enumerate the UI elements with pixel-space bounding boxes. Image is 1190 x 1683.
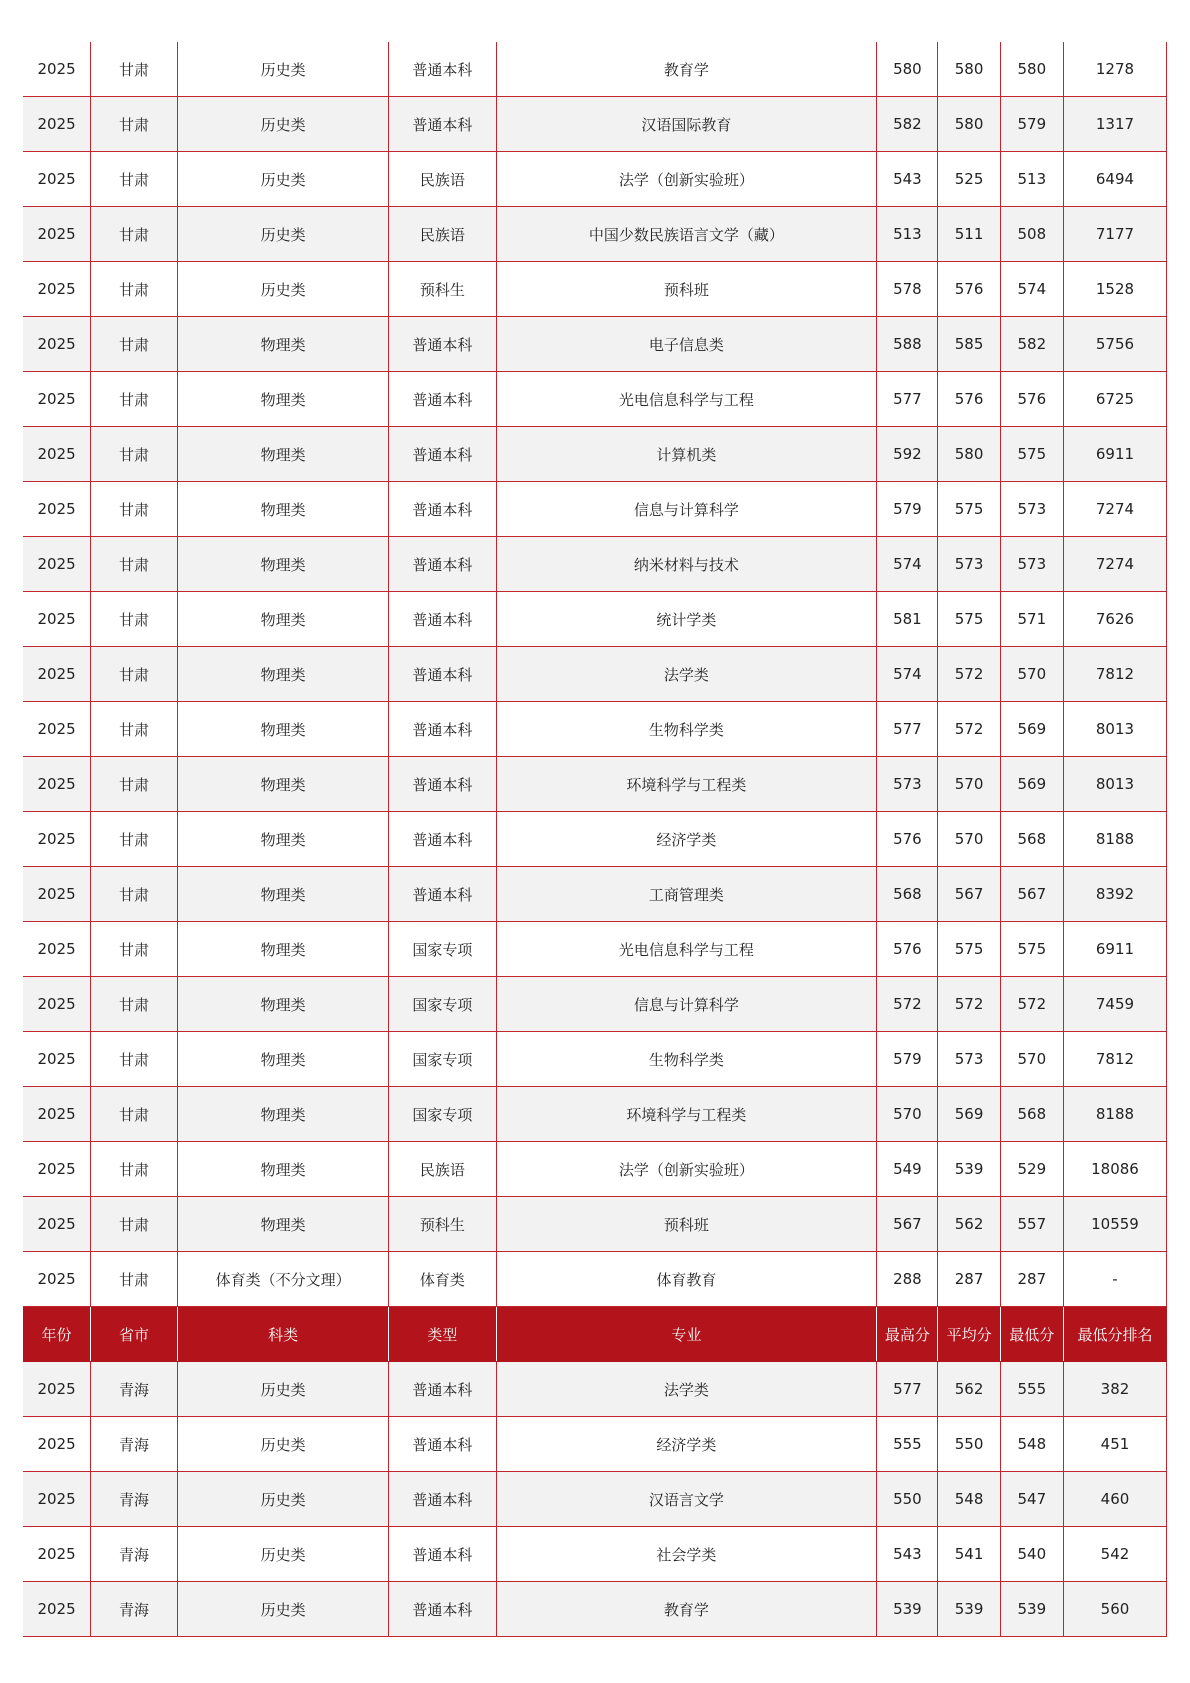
cell-min-score: 571 [1000, 592, 1063, 647]
cell-min-score: 570 [1000, 647, 1063, 702]
cell-year: 2025 [23, 1252, 91, 1307]
cell-subject-category: 物理类 [177, 812, 388, 867]
cell-avg-score: 562 [938, 1197, 1000, 1252]
cell-min-score-rank: 1278 [1063, 42, 1166, 97]
cell-province: 青海 [91, 1472, 178, 1527]
cell-max-score: 574 [877, 537, 938, 592]
cell-province: 甘肃 [91, 977, 178, 1032]
cell-subject-category: 物理类 [177, 482, 388, 537]
cell-max-score: 577 [877, 372, 938, 427]
cell-min-score-rank: 8188 [1063, 1087, 1166, 1142]
column-header-min-score: 最低分 [1000, 1307, 1063, 1362]
cell-major: 光电信息科学与工程 [496, 372, 877, 427]
cell-subject-category: 历史类 [177, 1582, 388, 1637]
cell-min-score: 576 [1000, 372, 1063, 427]
cell-min-score-rank: 8392 [1063, 867, 1166, 922]
cell-max-score: 539 [877, 1582, 938, 1637]
cell-avg-score: 539 [938, 1142, 1000, 1197]
cell-province: 甘肃 [91, 1197, 178, 1252]
cell-min-score: 573 [1000, 537, 1063, 592]
cell-min-score: 574 [1000, 262, 1063, 317]
cell-subject-category: 物理类 [177, 592, 388, 647]
cell-min-score: 568 [1000, 1087, 1063, 1142]
cell-major: 预科班 [496, 1197, 877, 1252]
cell-subject-category: 历史类 [177, 1417, 388, 1472]
cell-province: 甘肃 [91, 207, 178, 262]
cell-avg-score: 525 [938, 152, 1000, 207]
cell-admission-type: 普通本科 [389, 482, 496, 537]
cell-max-score: 543 [877, 1527, 938, 1582]
cell-max-score: 581 [877, 592, 938, 647]
cell-subject-category: 物理类 [177, 757, 388, 812]
cell-min-score-rank: 7274 [1063, 537, 1166, 592]
cell-avg-score: 576 [938, 372, 1000, 427]
cell-min-score: 508 [1000, 207, 1063, 262]
cell-admission-type: 普通本科 [389, 537, 496, 592]
cell-min-score: 567 [1000, 867, 1063, 922]
table-row [23, 1582, 1167, 1637]
cell-subject-category: 物理类 [177, 372, 388, 427]
cell-min-score-rank: 560 [1063, 1582, 1166, 1637]
cell-year: 2025 [23, 1362, 91, 1417]
cell-admission-type: 民族语 [389, 1142, 496, 1197]
cell-admission-type: 普通本科 [389, 42, 496, 97]
cell-year: 2025 [23, 977, 91, 1032]
cell-year: 2025 [23, 372, 91, 427]
cell-province: 甘肃 [91, 812, 178, 867]
table-row [23, 317, 1167, 372]
cell-admission-type: 普通本科 [389, 317, 496, 372]
cell-avg-score: 572 [938, 977, 1000, 1032]
table-body [23, 42, 1167, 1637]
cell-admission-type: 普通本科 [389, 702, 496, 757]
cell-province: 甘肃 [91, 647, 178, 702]
cell-province: 甘肃 [91, 1142, 178, 1197]
cell-max-score: 572 [877, 977, 938, 1032]
cell-subject-category: 历史类 [177, 42, 388, 97]
cell-subject-category: 物理类 [177, 867, 388, 922]
cell-max-score: 567 [877, 1197, 938, 1252]
cell-major: 经济学类 [496, 1417, 877, 1472]
cell-year: 2025 [23, 867, 91, 922]
cell-year: 2025 [23, 152, 91, 207]
admission-score-table [23, 42, 1167, 1637]
cell-major: 社会学类 [496, 1527, 877, 1582]
cell-subject-category: 物理类 [177, 977, 388, 1032]
cell-avg-score: 550 [938, 1417, 1000, 1472]
cell-avg-score: 567 [938, 867, 1000, 922]
cell-province: 青海 [91, 1362, 178, 1417]
cell-province: 甘肃 [91, 922, 178, 977]
cell-max-score: 555 [877, 1417, 938, 1472]
cell-province: 甘肃 [91, 317, 178, 372]
cell-min-score-rank: 8013 [1063, 702, 1166, 757]
cell-subject-category: 历史类 [177, 262, 388, 317]
cell-year: 2025 [23, 427, 91, 482]
table-row [23, 1142, 1167, 1197]
cell-subject-category: 物理类 [177, 1032, 388, 1087]
cell-min-score-rank: 7812 [1063, 647, 1166, 702]
cell-min-score: 547 [1000, 1472, 1063, 1527]
column-header-province: 省市 [91, 1307, 178, 1362]
cell-min-score: 573 [1000, 482, 1063, 537]
cell-province: 青海 [91, 1417, 178, 1472]
cell-year: 2025 [23, 482, 91, 537]
cell-major: 工商管理类 [496, 867, 877, 922]
cell-admission-type: 普通本科 [389, 1472, 496, 1527]
cell-min-score: 580 [1000, 42, 1063, 97]
cell-min-score-rank: 1528 [1063, 262, 1166, 317]
column-header-max-score: 最高分 [877, 1307, 938, 1362]
cell-min-score-rank: 382 [1063, 1362, 1166, 1417]
cell-major: 体育教育 [496, 1252, 877, 1307]
cell-avg-score: 580 [938, 42, 1000, 97]
cell-max-score: 592 [877, 427, 938, 482]
cell-min-score-rank: 6911 [1063, 427, 1166, 482]
cell-min-score: 540 [1000, 1527, 1063, 1582]
cell-major: 法学（创新实验班） [496, 1142, 877, 1197]
cell-avg-score: 572 [938, 647, 1000, 702]
cell-max-score: 543 [877, 152, 938, 207]
table-row [23, 1472, 1167, 1527]
cell-major: 电子信息类 [496, 317, 877, 372]
cell-major: 汉语国际教育 [496, 97, 877, 152]
cell-province: 甘肃 [91, 42, 178, 97]
cell-year: 2025 [23, 1582, 91, 1637]
cell-admission-type: 国家专项 [389, 977, 496, 1032]
table-row [23, 372, 1167, 427]
column-header-subject-category: 科类 [177, 1307, 388, 1362]
cell-admission-type: 国家专项 [389, 922, 496, 977]
score-sheet [23, 42, 1167, 1637]
cell-subject-category: 物理类 [177, 647, 388, 702]
table-row [23, 922, 1167, 977]
cell-min-score-rank: 6494 [1063, 152, 1166, 207]
table-row [23, 1417, 1167, 1472]
cell-max-score: 577 [877, 1362, 938, 1417]
cell-subject-category: 物理类 [177, 1142, 388, 1197]
table-row [23, 427, 1167, 482]
cell-max-score: 570 [877, 1087, 938, 1142]
cell-major: 法学（创新实验班） [496, 152, 877, 207]
cell-min-score-rank: 18086 [1063, 1142, 1166, 1197]
cell-major: 法学类 [496, 1362, 877, 1417]
cell-province: 甘肃 [91, 372, 178, 427]
cell-year: 2025 [23, 1527, 91, 1582]
cell-min-score-rank: 542 [1063, 1527, 1166, 1582]
column-header-year: 年份 [23, 1307, 91, 1362]
cell-admission-type: 普通本科 [389, 757, 496, 812]
cell-admission-type: 普通本科 [389, 647, 496, 702]
table-row [23, 757, 1167, 812]
cell-province: 甘肃 [91, 427, 178, 482]
cell-subject-category: 物理类 [177, 427, 388, 482]
cell-min-score: 575 [1000, 427, 1063, 482]
cell-max-score: 288 [877, 1252, 938, 1307]
cell-min-score: 575 [1000, 922, 1063, 977]
cell-major: 法学类 [496, 647, 877, 702]
cell-subject-category: 物理类 [177, 537, 388, 592]
cell-major: 经济学类 [496, 812, 877, 867]
table-row [23, 867, 1167, 922]
cell-year: 2025 [23, 812, 91, 867]
cell-min-score: 568 [1000, 812, 1063, 867]
cell-subject-category: 历史类 [177, 207, 388, 262]
cell-subject-category: 历史类 [177, 97, 388, 152]
cell-major: 环境科学与工程类 [496, 757, 877, 812]
cell-major: 汉语言文学 [496, 1472, 877, 1527]
cell-max-score: 576 [877, 922, 938, 977]
cell-max-score: 574 [877, 647, 938, 702]
cell-max-score: 568 [877, 867, 938, 922]
cell-min-score: 555 [1000, 1362, 1063, 1417]
cell-province: 青海 [91, 1527, 178, 1582]
cell-admission-type: 普通本科 [389, 372, 496, 427]
cell-year: 2025 [23, 1472, 91, 1527]
cell-min-score: 579 [1000, 97, 1063, 152]
cell-province: 甘肃 [91, 867, 178, 922]
cell-subject-category: 物理类 [177, 1197, 388, 1252]
cell-min-score: 570 [1000, 1032, 1063, 1087]
cell-year: 2025 [23, 757, 91, 812]
cell-major: 环境科学与工程类 [496, 1087, 877, 1142]
cell-max-score: 573 [877, 757, 938, 812]
cell-major: 信息与计算科学 [496, 482, 877, 537]
cell-avg-score: 580 [938, 97, 1000, 152]
cell-subject-category: 物理类 [177, 922, 388, 977]
cell-major: 教育学 [496, 1582, 877, 1637]
cell-min-score: 548 [1000, 1417, 1063, 1472]
cell-avg-score: 541 [938, 1527, 1000, 1582]
table-row [23, 537, 1167, 592]
cell-admission-type: 普通本科 [389, 427, 496, 482]
cell-min-score: 557 [1000, 1197, 1063, 1252]
cell-year: 2025 [23, 1197, 91, 1252]
table-row [23, 262, 1167, 317]
cell-avg-score: 570 [938, 757, 1000, 812]
cell-max-score: 579 [877, 482, 938, 537]
cell-subject-category: 物理类 [177, 1087, 388, 1142]
cell-min-score-rank: 7812 [1063, 1032, 1166, 1087]
cell-admission-type: 民族语 [389, 207, 496, 262]
table-header-row [23, 1307, 1167, 1362]
cell-min-score-rank: 1317 [1063, 97, 1166, 152]
column-header-major: 专业 [496, 1307, 877, 1362]
cell-min-score: 539 [1000, 1582, 1063, 1637]
cell-avg-score: 570 [938, 812, 1000, 867]
cell-avg-score: 576 [938, 262, 1000, 317]
cell-min-score: 572 [1000, 977, 1063, 1032]
cell-province: 甘肃 [91, 537, 178, 592]
cell-max-score: 549 [877, 1142, 938, 1197]
cell-year: 2025 [23, 1087, 91, 1142]
cell-province: 甘肃 [91, 482, 178, 537]
table-row [23, 482, 1167, 537]
cell-admission-type: 民族语 [389, 152, 496, 207]
cell-subject-category: 物理类 [177, 702, 388, 757]
cell-admission-type: 普通本科 [389, 1582, 496, 1637]
cell-subject-category: 体育类（不分文理） [177, 1252, 388, 1307]
cell-min-score-rank: 6911 [1063, 922, 1166, 977]
cell-major: 纳米材料与技术 [496, 537, 877, 592]
cell-subject-category: 历史类 [177, 152, 388, 207]
cell-year: 2025 [23, 592, 91, 647]
cell-admission-type: 普通本科 [389, 592, 496, 647]
table-row [23, 647, 1167, 702]
column-header-avg-score: 平均分 [938, 1307, 1000, 1362]
cell-avg-score: 548 [938, 1472, 1000, 1527]
cell-admission-type: 普通本科 [389, 97, 496, 152]
cell-major: 信息与计算科学 [496, 977, 877, 1032]
table-row [23, 97, 1167, 152]
cell-min-score: 582 [1000, 317, 1063, 372]
cell-admission-type: 普通本科 [389, 1417, 496, 1472]
cell-admission-type: 普通本科 [389, 1527, 496, 1582]
cell-min-score-rank: 6725 [1063, 372, 1166, 427]
cell-year: 2025 [23, 537, 91, 592]
cell-major: 中国少数民族语言文学（藏） [496, 207, 877, 262]
cell-subject-category: 历史类 [177, 1472, 388, 1527]
cell-year: 2025 [23, 1032, 91, 1087]
cell-year: 2025 [23, 317, 91, 372]
cell-province: 甘肃 [91, 702, 178, 757]
cell-province: 青海 [91, 1582, 178, 1637]
cell-subject-category: 历史类 [177, 1527, 388, 1582]
cell-year: 2025 [23, 702, 91, 757]
cell-admission-type: 体育类 [389, 1252, 496, 1307]
cell-year: 2025 [23, 647, 91, 702]
cell-major: 统计学类 [496, 592, 877, 647]
table-row [23, 1032, 1167, 1087]
cell-province: 甘肃 [91, 1087, 178, 1142]
cell-admission-type: 预科生 [389, 1197, 496, 1252]
table-row [23, 1362, 1167, 1417]
table-row [23, 702, 1167, 757]
cell-year: 2025 [23, 97, 91, 152]
cell-major: 预科班 [496, 262, 877, 317]
cell-min-score-rank: 8188 [1063, 812, 1166, 867]
cell-admission-type: 普通本科 [389, 812, 496, 867]
cell-major: 光电信息科学与工程 [496, 922, 877, 977]
cell-avg-score: 572 [938, 702, 1000, 757]
table-row [23, 152, 1167, 207]
cell-avg-score: 569 [938, 1087, 1000, 1142]
cell-avg-score: 575 [938, 482, 1000, 537]
cell-min-score: 513 [1000, 152, 1063, 207]
cell-major: 生物科学类 [496, 702, 877, 757]
cell-max-score: 576 [877, 812, 938, 867]
table-row [23, 207, 1167, 262]
cell-subject-category: 历史类 [177, 1362, 388, 1417]
cell-min-score-rank: 7274 [1063, 482, 1166, 537]
cell-admission-type: 普通本科 [389, 867, 496, 922]
cell-max-score: 588 [877, 317, 938, 372]
cell-max-score: 513 [877, 207, 938, 262]
cell-major: 教育学 [496, 42, 877, 97]
table-row [23, 42, 1167, 97]
cell-major: 生物科学类 [496, 1032, 877, 1087]
cell-max-score: 580 [877, 42, 938, 97]
column-header-admission-type: 类型 [389, 1307, 496, 1362]
cell-min-score-rank: 7177 [1063, 207, 1166, 262]
cell-admission-type: 国家专项 [389, 1032, 496, 1087]
cell-max-score: 577 [877, 702, 938, 757]
cell-min-score-rank: 10559 [1063, 1197, 1166, 1252]
cell-admission-type: 国家专项 [389, 1087, 496, 1142]
cell-avg-score: 585 [938, 317, 1000, 372]
cell-max-score: 579 [877, 1032, 938, 1087]
cell-major: 计算机类 [496, 427, 877, 482]
cell-province: 甘肃 [91, 1252, 178, 1307]
cell-province: 甘肃 [91, 1032, 178, 1087]
cell-avg-score: 562 [938, 1362, 1000, 1417]
cell-admission-type: 预科生 [389, 262, 496, 317]
table-row [23, 1527, 1167, 1582]
cell-min-score-rank: 7459 [1063, 977, 1166, 1032]
cell-admission-type: 普通本科 [389, 1362, 496, 1417]
cell-province: 甘肃 [91, 592, 178, 647]
cell-avg-score: 511 [938, 207, 1000, 262]
cell-avg-score: 539 [938, 1582, 1000, 1637]
cell-year: 2025 [23, 42, 91, 97]
cell-avg-score: 575 [938, 592, 1000, 647]
column-header-min-score-rank: 最低分排名 [1063, 1307, 1166, 1362]
table-row [23, 1252, 1167, 1307]
cell-min-score-rank: 460 [1063, 1472, 1166, 1527]
cell-min-score-rank: 7626 [1063, 592, 1166, 647]
cell-year: 2025 [23, 1417, 91, 1472]
cell-province: 甘肃 [91, 757, 178, 812]
cell-avg-score: 580 [938, 427, 1000, 482]
table-row [23, 812, 1167, 867]
cell-province: 甘肃 [91, 97, 178, 152]
cell-min-score-rank: - [1063, 1252, 1166, 1307]
cell-avg-score: 575 [938, 922, 1000, 977]
table-row [23, 1087, 1167, 1142]
cell-avg-score: 573 [938, 1032, 1000, 1087]
cell-min-score: 287 [1000, 1252, 1063, 1307]
cell-min-score-rank: 451 [1063, 1417, 1166, 1472]
cell-year: 2025 [23, 922, 91, 977]
cell-avg-score: 287 [938, 1252, 1000, 1307]
cell-max-score: 582 [877, 97, 938, 152]
cell-avg-score: 573 [938, 537, 1000, 592]
table-row [23, 592, 1167, 647]
cell-min-score: 529 [1000, 1142, 1063, 1197]
cell-subject-category: 物理类 [177, 317, 388, 372]
cell-min-score: 569 [1000, 757, 1063, 812]
table-row [23, 1197, 1167, 1252]
table-row [23, 977, 1167, 1032]
cell-max-score: 550 [877, 1472, 938, 1527]
cell-province: 甘肃 [91, 262, 178, 317]
cell-min-score: 569 [1000, 702, 1063, 757]
cell-min-score-rank: 5756 [1063, 317, 1166, 372]
cell-min-score-rank: 8013 [1063, 757, 1166, 812]
cell-year: 2025 [23, 262, 91, 317]
cell-max-score: 578 [877, 262, 938, 317]
cell-year: 2025 [23, 1142, 91, 1197]
cell-year: 2025 [23, 207, 91, 262]
cell-province: 甘肃 [91, 152, 178, 207]
